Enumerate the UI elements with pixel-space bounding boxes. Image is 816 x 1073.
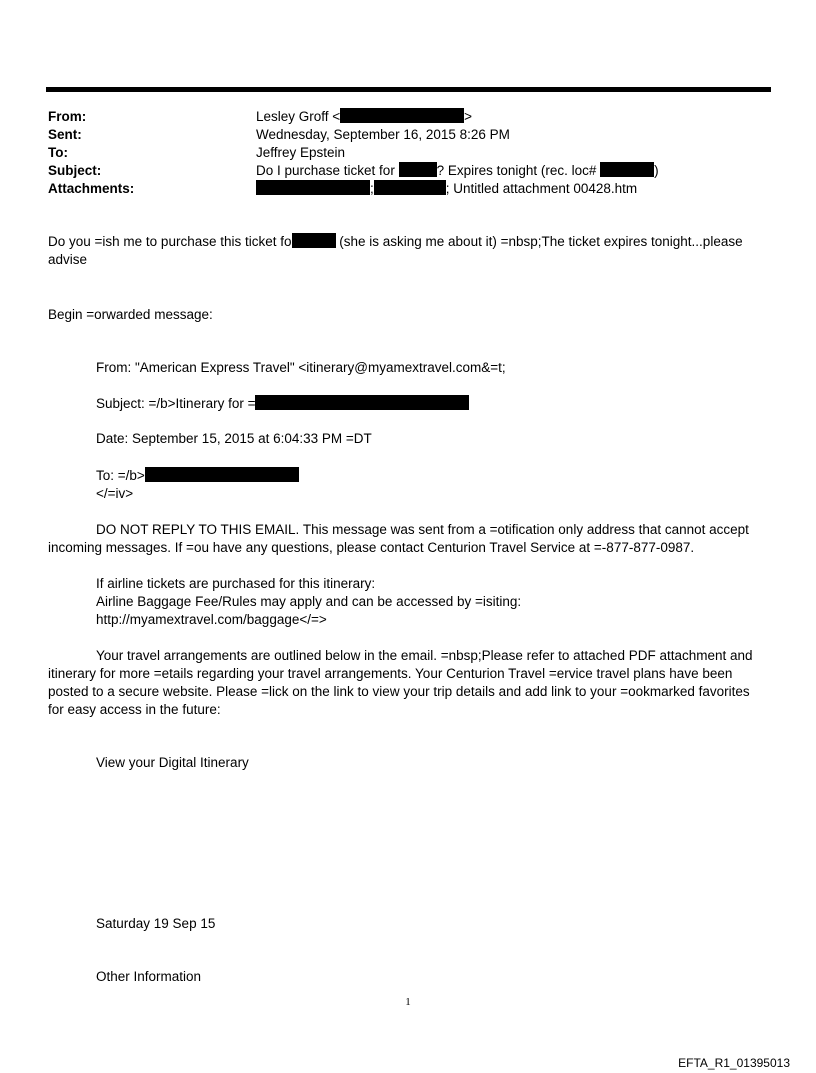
subject-part2: ? Expires tonight (rec. loc# [436, 163, 601, 178]
message-text: (she is asking me about it) =nbsp;The ticket expires tonight...please [335, 234, 743, 249]
redaction-box [292, 233, 336, 248]
forwarded-from: From: "American Express Travel" <itinerary@myamextravel.com&=t; [96, 360, 506, 375]
from-value [256, 108, 768, 126]
airline-paragraph [48, 575, 816, 629]
from-row [48, 108, 768, 126]
other-information: Other Information [96, 969, 202, 984]
attachments-label: Attachments: [48, 181, 135, 196]
view-itinerary-link[interactable]: View your Digital Itinerary [96, 755, 249, 770]
from-label: From: [48, 109, 87, 124]
message-line-1 [48, 233, 768, 251]
forwarded-to [48, 467, 816, 485]
forwarded-to-text: To: =/b> [96, 468, 145, 483]
to-label: To: [48, 145, 68, 160]
redaction-box [374, 180, 446, 195]
travel-line-4: for easy access in the future: [48, 702, 221, 717]
div-close-tag: </=iv> [96, 486, 134, 501]
to-row [48, 144, 768, 162]
airline-line-2: Airline Baggage Fee/Rules may apply and can be accessed by =isiting: [96, 594, 522, 609]
subject-part1: Do I purchase ticket for [256, 163, 399, 178]
redaction-box [255, 395, 469, 410]
forwarded-date: Date: September 15, 2015 at 6:04:33 PM =DT [96, 431, 372, 446]
forwarded-subject [48, 395, 816, 413]
subject-row [48, 162, 768, 180]
page-number: 1 [405, 996, 411, 1008]
travel-line-1: Your travel arrangements are outlined below in the email. =nbsp;Please refer to attached PDF attachment and [96, 648, 753, 663]
subject-part3: ) [654, 163, 659, 178]
attachments-separator: ; [370, 181, 374, 196]
dnr-line-1: DO NOT REPLY TO THIS EMAIL. This message was sent from a =otification only address that cannot accept [96, 522, 749, 537]
document-id: EFTA_R1_01395013 [678, 1056, 790, 1070]
itinerary-date: Saturday 19 Sep 15 [96, 916, 216, 931]
begin-forwarded: Begin =orwarded message: [48, 307, 213, 322]
message-line-2: advise [48, 252, 88, 267]
to-value: Jeffrey Epstein [256, 145, 346, 160]
email-header [48, 108, 768, 198]
redaction-box [600, 162, 654, 177]
redaction-box [145, 467, 299, 482]
attachments-row [48, 180, 768, 198]
message-paragraph [48, 233, 768, 269]
message-text: Do you =ish me to purchase this ticket fo [48, 234, 292, 249]
redaction-box [399, 162, 437, 177]
sent-label: Sent: [48, 127, 82, 142]
attachments-tail: ; Untitled attachment 00428.htm [445, 181, 638, 196]
travel-line-3: posted to a secure website. Please =lick on the link to view your trip details and add link to your =ookmarked favorites [48, 684, 750, 699]
subject-label: Subject: [48, 163, 102, 178]
header-rule [46, 87, 771, 92]
forwarded-subject-text: Subject: =/b>Itinerary for = [96, 396, 256, 411]
sent-row [48, 126, 768, 144]
redaction-box [256, 180, 370, 195]
from-value-suffix: > [464, 109, 473, 124]
sent-value: Wednesday, September 16, 2015 8:26 PM [256, 127, 510, 142]
redaction-box [340, 108, 464, 123]
airline-line-3: http://myamextravel.com/baggage</=> [96, 612, 327, 627]
from-value-prefix: Lesley Groff < [256, 109, 341, 124]
attachments-value [256, 180, 768, 198]
dnr-line-2: incoming messages. If =ou have any questions, please contact Centurion Travel Service at =-877-877-0987. [48, 540, 695, 555]
subject-value [256, 162, 768, 180]
airline-line-1: If airline tickets are purchased for this itinerary: [96, 576, 376, 591]
travel-paragraph [48, 647, 768, 719]
travel-line-2: itinerary for more =etails regarding your travel arrangements. Your Centurion Travel =ervice travel plans have been [48, 666, 733, 681]
do-not-reply-paragraph [48, 521, 768, 557]
